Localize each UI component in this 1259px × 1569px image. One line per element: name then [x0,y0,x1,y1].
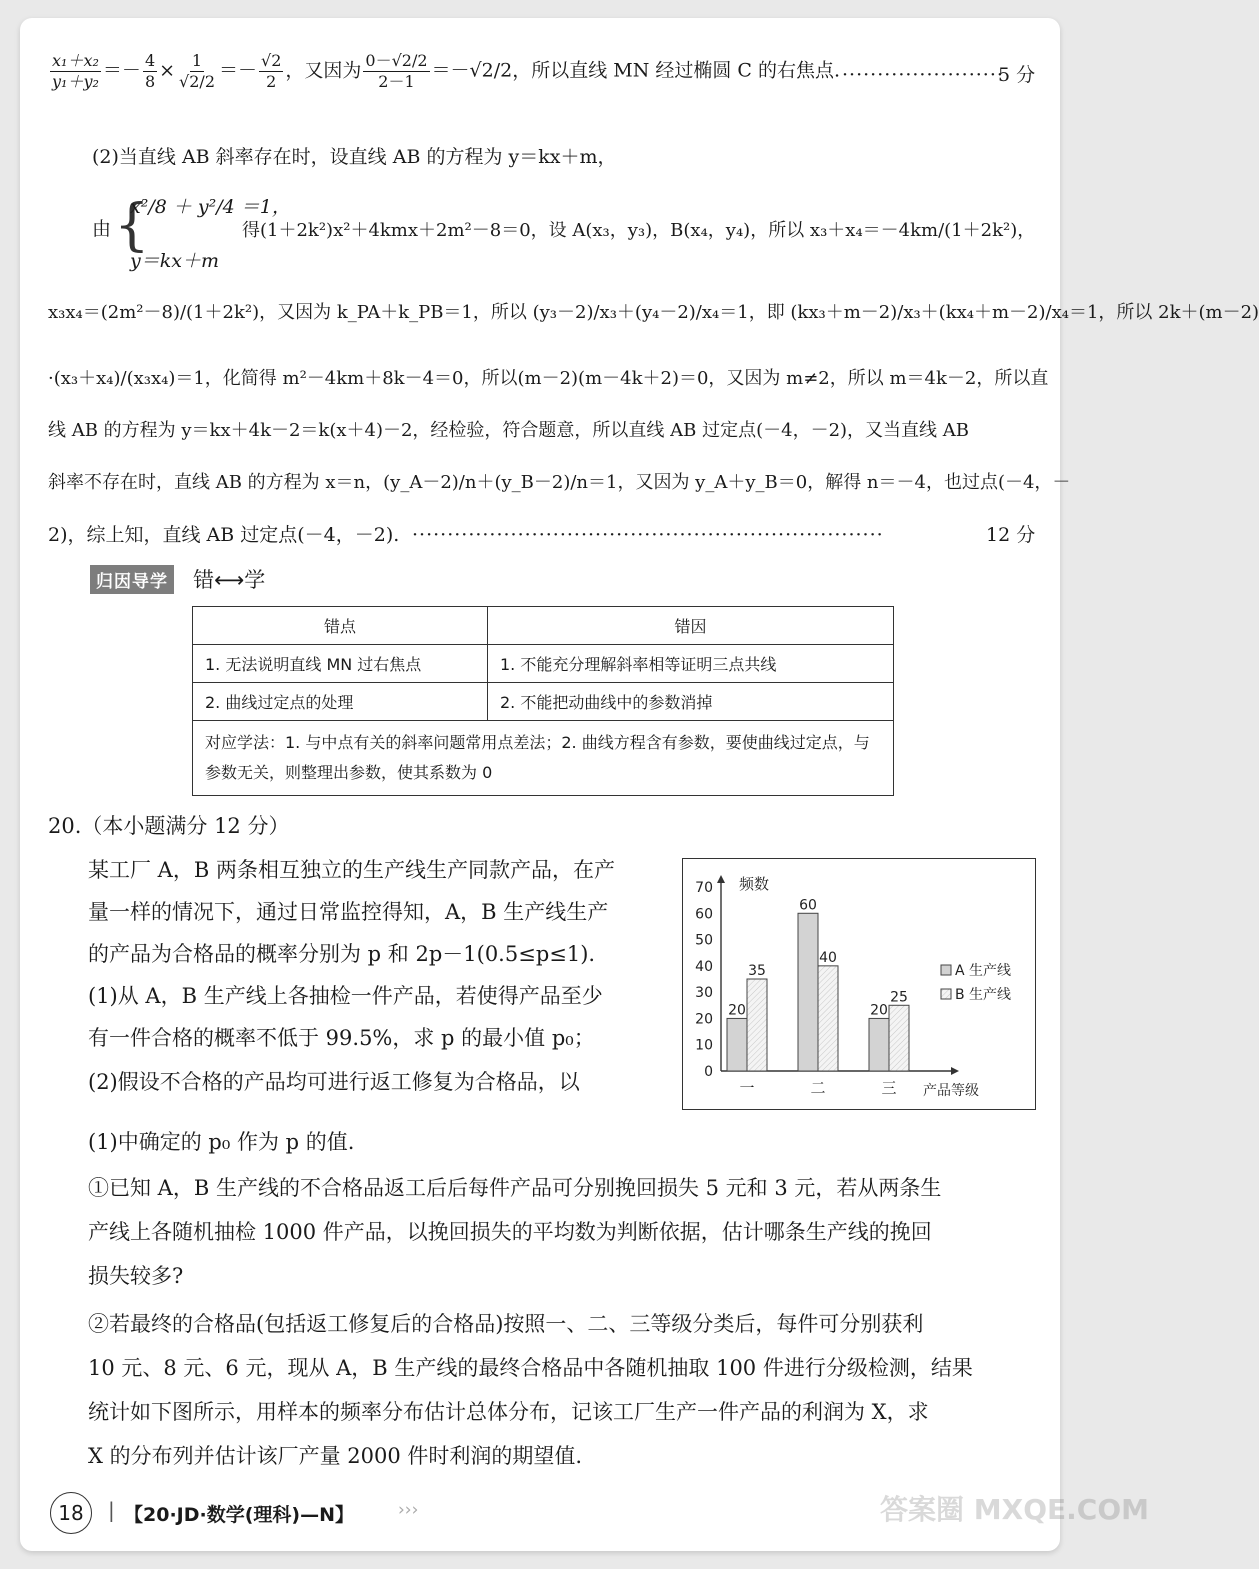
page [20,18,1259,1551]
bar-value-label: 25 [890,989,908,1006]
table-cell: 1. 不能充分理解斜率相等证明三点共线 [488,645,894,683]
line1-mid: ，又因为 [285,59,362,82]
y-tick-label: 40 [695,958,713,975]
x-tick-label: 一 [739,1079,755,1097]
legend-label: B 生产线 [955,987,1012,1003]
problem-line: 损失较多? [88,1264,184,1288]
line-conclusion: 2)，综上知，直线 AB 过定点(－4，－2). [48,524,400,546]
y-tick-label: 30 [695,985,713,1002]
footer-divider: | [108,1498,115,1522]
line-ab: 线 AB 的方程为 y＝kx＋4k－2＝k(x＋4)－2，经检验，符合题意，所以直线 AB 过定点(－4，－2)，又当直线 AB [48,420,970,441]
table-row [193,683,894,721]
system-eq2: y＝kx＋m [130,250,219,272]
x-tick-label: 二 [810,1079,826,1097]
problem-line: (1)从 A，B 生产线上各抽检一件产品，若使得产品至少 [88,984,603,1008]
y-tick-label: 10 [695,1037,713,1054]
bar [869,1018,889,1071]
problem-line: 的产品为合格品的概率分别为 p 和 2p－1(0.5≤p≤1). [88,942,596,966]
review-table [192,606,894,796]
x-tick-label: 三 [881,1079,897,1097]
problem-line: 某工厂 A，B 两条相互独立的生产线生产同款产品，在产 [88,858,615,882]
line-product: x₃x₄＝(2m²－8)/(1＋2k²)，又因为 k_PA＋k_PB＝1，所以 (y₃－2)/x₃＋(y₄－2)/x₄＝1，即 (kx₃＋m－2)/x₃＋(kx₄＋m－2)/x₄＝1，所以 2k＋(m－2) [48,302,1259,323]
bar-value-label: 20 [870,1002,888,1019]
legend-swatch [941,989,951,999]
bar [818,966,838,1071]
y-tick-label: 70 [695,880,713,896]
problem-line: 10 元、8 元、6 元，现从 A，B 生产线的最终合格品中各随机抽取 100 件进行分级检测，结果 [88,1356,973,1380]
legend-label: A 生产线 [955,963,1012,979]
y-tick-label: 20 [695,1011,713,1028]
problem-line: ②若最终的合格品(包括返工修复后的合格品)按照一、二、三等级分类后，每件可分别获利 [88,1312,924,1336]
problem-line: 统计如下图所示，用样本的频率分布估计总体分布，记该工厂生产一件产品的利润为 X，求 [88,1400,929,1424]
bar-value-label: 40 [819,949,837,966]
system-brace: { [114,193,150,258]
table-cell: 1. 无法说明直线 MN 过右焦点 [193,645,488,683]
watermark: 答案圈 MXQE.COM [880,1493,1149,1526]
table-cell: 2. 曲线过定点的处理 [193,683,488,721]
bar-value-label: 60 [799,897,817,914]
table-row [193,721,894,796]
score-5: 5 分 [998,64,1036,86]
problem-line: (2)假设不合格的产品均可进行返工修复为合格品，以 [88,1070,580,1094]
system-result: 得(1＋2k²)x²＋4kmx＋2m²－8＝0，设 A(x₃，y₃)，B(x₄，y₄)，所以 x₃＋x₄＝－4km/(1＋2k²)， [242,220,1036,241]
problem-header: 20.（本小题满分 12 分） [48,814,290,838]
score-12: 12 分 [986,524,1036,546]
legend-swatch [941,965,951,975]
review-table-header [193,607,894,645]
y-axis-arrow [717,875,725,883]
chart-svg [683,859,1035,1109]
line1-tail: ＝－√2/2，所以直线 MN 经过椭圆 C 的右焦点. [431,59,841,82]
problem-line: 有一件合格的概率不低于 99.5%，求 p 的最小值 p₀； [88,1026,595,1050]
review-title: 错⟷学 [193,568,266,592]
dotted-leader-1: ······················· [842,64,1004,86]
bar-value-label: 20 [728,1002,746,1019]
problem-line: (1)中确定的 p₀ 作为 p 的值. [88,1130,355,1154]
dotted-leader-2: ··································································· [412,524,884,546]
system-eq1: x²/8 ＋ y²/4 ＝1， [130,196,291,218]
problem-line: 产线上各随机抽检 1000 件产品，以挽回损失的平均数为判断依据，估计哪条生产线的挽回 [88,1220,932,1244]
problem-line: X 的分布列并估计该厂产量 2000 件时利润的期望值. [88,1444,583,1468]
system-prefix: 由 [92,218,112,240]
bar-value-label: 35 [748,963,766,979]
line-simplify: ·(x₃＋x₄)/(x₃x₄)＝1，化简得 m²－4km＋8k－4＝0，所以(m－2)(m－4k＋2)＝0，又因为 m≠2，所以 m＝4k－2，所以直 [48,368,1049,389]
problem-line: 量一样的情况下，通过日常监控得知，A，B 生产线生产 [88,900,609,924]
header-error-cause: 错因 [488,607,894,645]
problem-line: ①已知 A，B 生产线的不合格品返工后后每件产品可分别挽回损失 5 元和 3 元，若从两条生 [88,1176,942,1200]
y-tick-label: 0 [704,1064,713,1080]
method-cell: 对应学法：1. 与中点有关的斜率问题常用点差法；2. 曲线方程含有参数，要使曲线过定点，与参数无关，则整理出参数，使其系数为 0 [193,721,894,796]
review-header [90,564,265,594]
header-error-point: 错点 [193,607,488,645]
x-axis-arrow [951,1067,959,1075]
y-tick-label: 60 [695,906,713,923]
y-tick-label: 50 [695,932,713,949]
bar [747,979,767,1071]
part2-intro: (2)当直线 AB 斜率存在时，设直线 AB 的方程为 y＝kx＋m， [92,146,617,168]
x-axis-label: 产品等级 [923,1083,979,1099]
frequency-chart [682,858,1036,1110]
solution-line-1: $\frac{\text{x₁＋x₂}}{\text{y₁＋y₂}}$ ＝－ $\frac{4}{8}$ × $\frac{1}{√2/2}$ ＝－ $\frac{√2}{2}$ ，又因为 $\frac{0-√2/2}{2-1}$ ＝－√2/2，所以直线 MN 经过椭圆 C 的右焦点. [52,51,841,91]
bar [727,1018,747,1071]
table-cell: 2. 不能把动曲线中的参数消掉 [488,683,894,721]
fraction-x-over-y: $\frac{\text{x₁＋x₂}}{\text{y₁＋y₂}}$ [52,51,99,91]
bar [889,1005,909,1071]
footer-arrows: ››› [398,1500,419,1520]
y-axis-label: 频数 [739,875,770,893]
line-vertical: 斜率不存在时，直线 AB 的方程为 x＝n，(y_A－2)/n＋(y_B－2)/n＝1，又因为 y_A＋y_B＝0，解得 n＝－4，也过点(－4，－ [48,472,1071,493]
bar [798,913,818,1071]
table-row [193,645,894,683]
page-number: 18 [50,1492,92,1534]
review-tag: 归因导学 [90,565,174,594]
footer-code: 【20·JD·数学(理科)—N】 [124,1504,354,1526]
